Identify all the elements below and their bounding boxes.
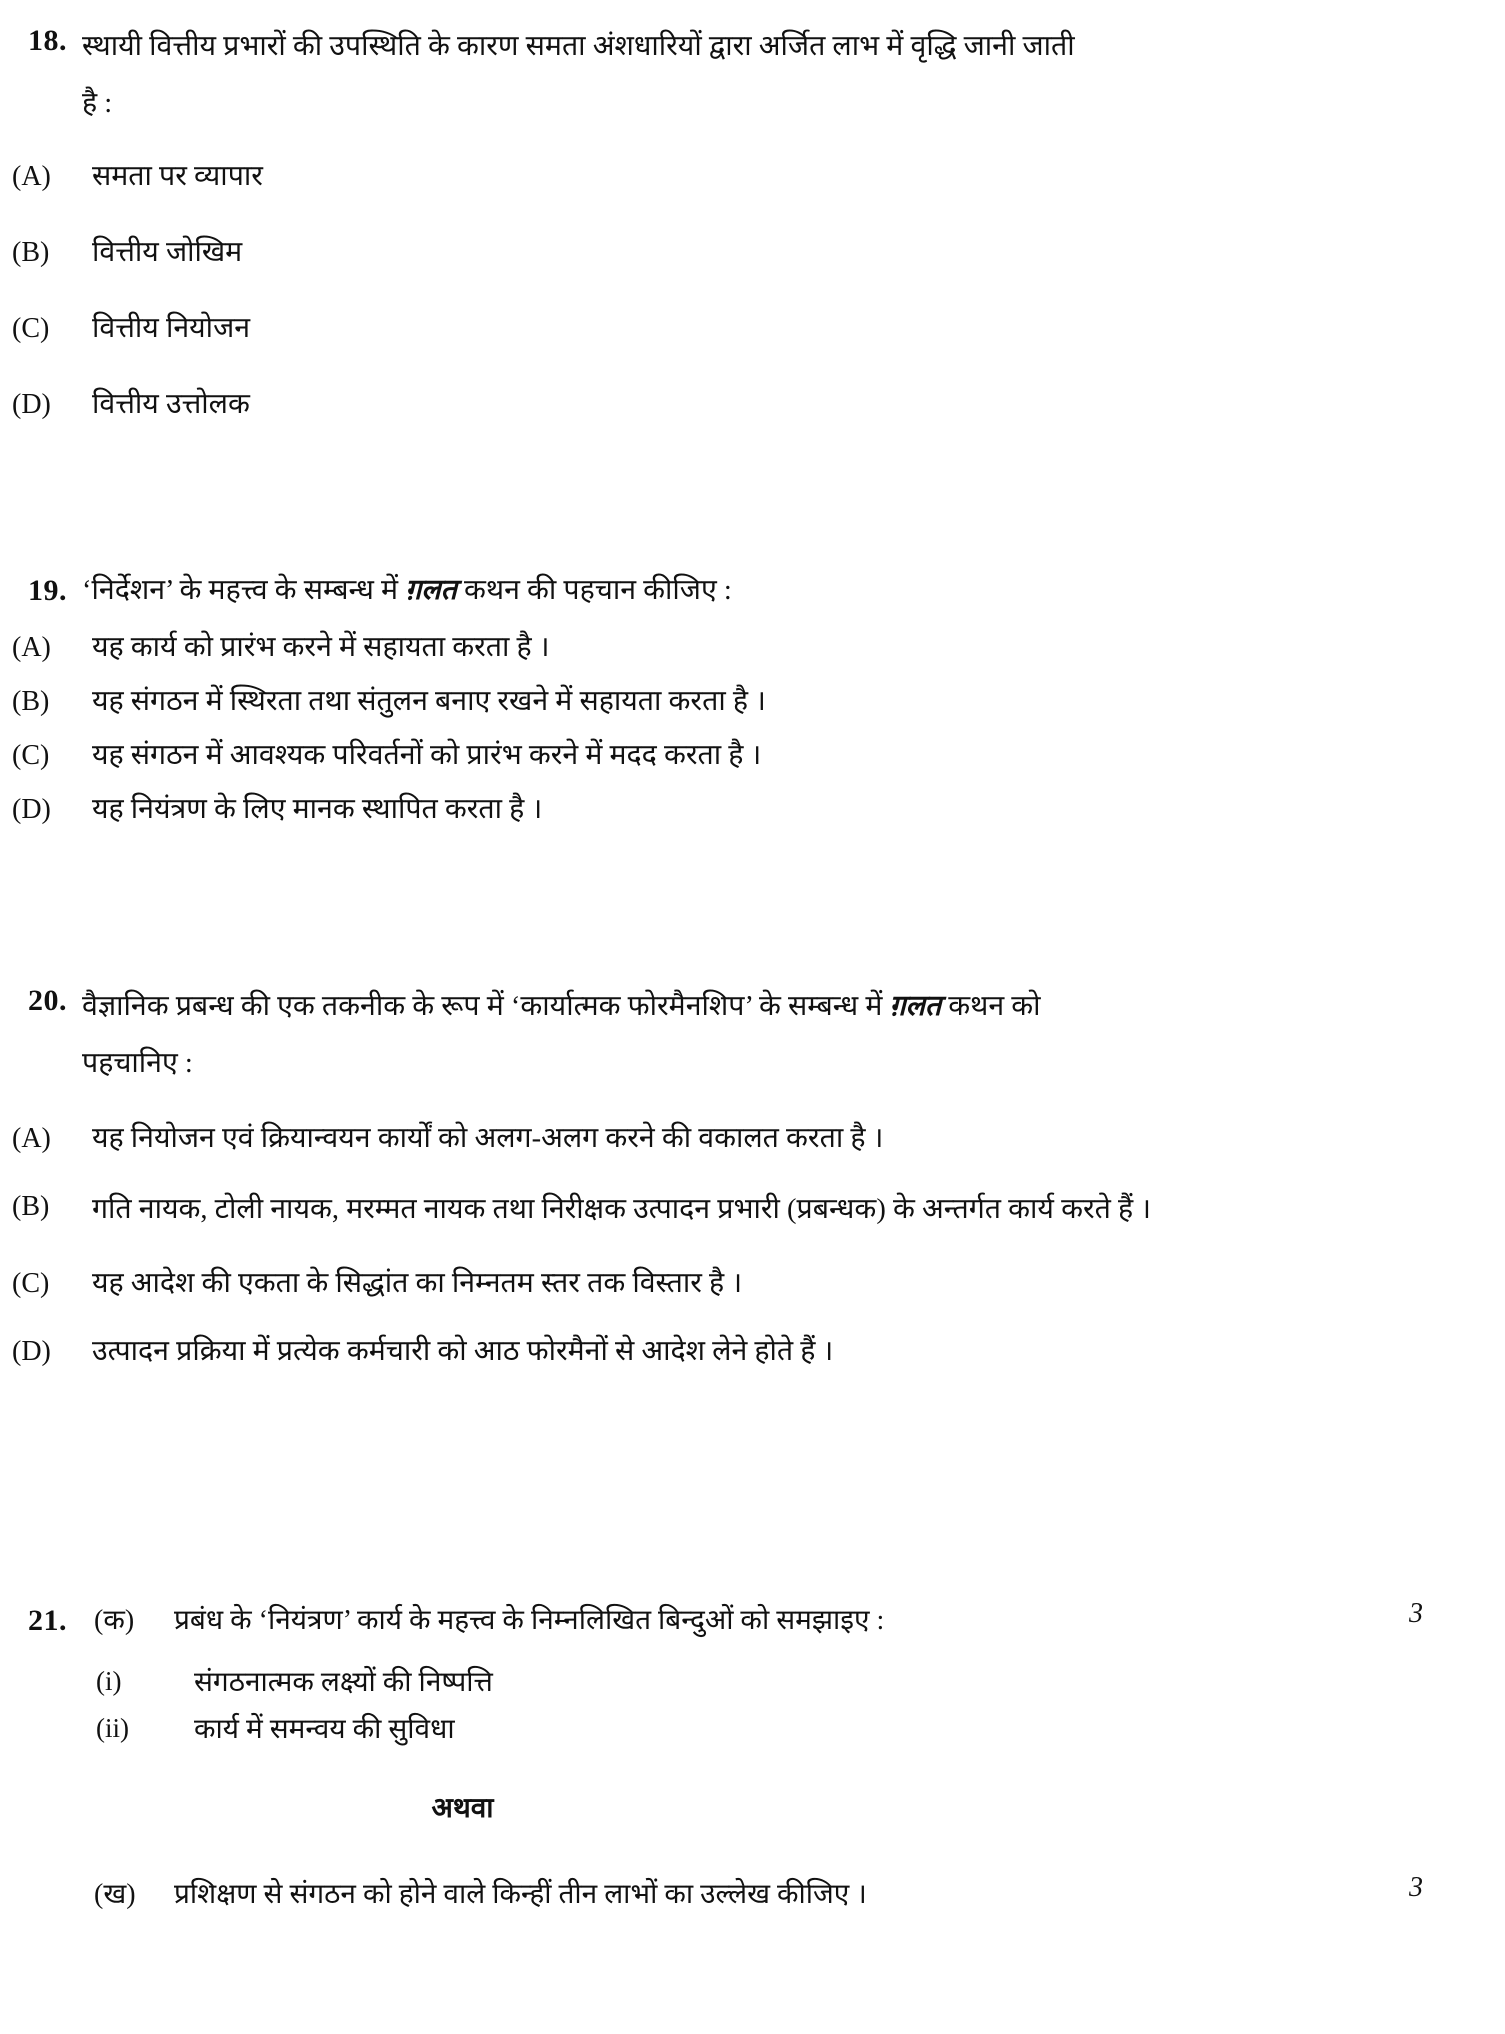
subitem-ii-label: (ii) — [96, 1713, 129, 1744]
question-20-stem-line2: पहचानिए : — [82, 1048, 193, 1079]
part-a-label: (क) — [94, 1605, 135, 1636]
option-a[interactable] — [0, 154, 1445, 200]
option-a[interactable] — [0, 625, 1445, 671]
option-b-label: (B) — [12, 237, 50, 269]
question-21-part-a-row — [0, 1598, 1445, 1645]
option-b[interactable] — [0, 1184, 1445, 1237]
subitem-i — [0, 1659, 1445, 1707]
question-18-stem-line1: स्थायी वित्तीय प्रभारों की उपस्थिति के कारण समता अंशधारियों द्वारा अर्जित लाभ में वृद्धि जानी जाती — [82, 31, 1075, 62]
subitem-ii — [0, 1706, 1445, 1754]
option-d-label: (D) — [12, 389, 51, 421]
question-20-stem — [82, 978, 1445, 1092]
question-20 — [0, 978, 1505, 1397]
option-a-text: यह कार्य को प्रारंभ करने में सहायता करता है । — [92, 631, 550, 663]
or-divider: अथवा — [431, 1792, 494, 1824]
option-d[interactable] — [0, 382, 1445, 428]
option-c-text: यह आदेश की एकता के सिद्धांत का निम्नतम स्तर तक विस्तार है । — [92, 1267, 743, 1299]
option-d-text: उत्पादन प्रक्रिया में प्रत्येक कर्मचारी को आठ फोरमैनों से आदेश लेने होते हैं । — [92, 1336, 834, 1368]
option-c-text: यह संगठन में आवश्यक परिवर्तनों को प्रारंभ करने में मदद करता है । — [92, 739, 762, 771]
option-a-label: (A) — [12, 161, 51, 192]
option-c-text: वित्तीय नियोजन — [92, 313, 251, 345]
option-b[interactable] — [0, 230, 1445, 276]
part-b-label: (ख) — [94, 1878, 136, 1910]
option-b-text: यह संगठन में स्थिरता तथा संतुलन बनाए रखने में सहायता करता है । — [92, 685, 766, 717]
question-21-number: 21. — [28, 1604, 67, 1637]
option-b-label: (B) — [12, 685, 50, 717]
question-19-stem-emphasis: ग़लत — [405, 575, 457, 606]
question-19 — [0, 568, 1505, 841]
option-b-text: गति नायक, टोली नायक, मरम्मत नायक तथा निरीक्षक उत्पादन प्रभारी (प्रबन्धक) के अन्तर्गत कार्य करते हैं । — [92, 1194, 1152, 1226]
option-c-label: (C) — [12, 739, 50, 771]
part-a-text: प्रबंध के ‘नियंत्रण’ कार्य के महत्त्व के निम्नलिखित बिन्दुओं को समझाइए : — [174, 1605, 885, 1636]
option-d-label: (D) — [12, 1336, 51, 1368]
option-b[interactable] — [0, 679, 1445, 725]
question-20-stem-post: कथन को — [941, 991, 1041, 1022]
option-c-label: (C) — [12, 1267, 50, 1299]
question-19-stem-post: कथन की पहचान कीजिए : — [456, 575, 732, 606]
part-b-text: प्रशिक्षण से संगठन को होने वाले किन्हीं तीन लाभों का उल्लेख कीजिए । — [174, 1878, 867, 1910]
question-20-number: 20. — [28, 984, 67, 1017]
part-a-marks: 3 — [1409, 1598, 1423, 1629]
option-d[interactable] — [0, 787, 1445, 833]
question-20-stem-pre: वैज्ञानिक प्रबन्ध की एक तकनीक के रूप में ‘कार्यात्मक फोरमैनशिप’ के सम्बन्ध में — [82, 991, 890, 1022]
option-a-text: समता पर व्यापार — [92, 161, 263, 192]
subitem-i-label: (i) — [96, 1665, 122, 1696]
question-19-stem-row — [0, 568, 1445, 615]
option-c[interactable] — [0, 306, 1445, 352]
option-c-label: (C) — [12, 313, 50, 345]
question-21 — [0, 1598, 1505, 1917]
option-d[interactable] — [0, 1329, 1445, 1375]
question-20-stem-emphasis: ग़लत — [889, 991, 942, 1022]
question-18-stem-line2: है : — [82, 88, 113, 119]
option-a[interactable] — [0, 1116, 1445, 1162]
option-b-label: (B) — [12, 1191, 50, 1223]
question-20-stem-row — [0, 978, 1445, 1092]
part-b-marks: 3 — [1409, 1871, 1423, 1903]
option-a-label: (A) — [12, 631, 51, 663]
question-21-part-b-row — [0, 1872, 1445, 1917]
question-18-stem-row — [0, 18, 1445, 132]
option-b-text: वित्तीय जोखिम — [92, 237, 243, 269]
option-d-text: वित्तीय उत्तोलक — [92, 389, 250, 421]
option-a-text: यह नियोजन एवं क्रियान्वयन कार्यों को अलग-अलग करने की वकालत करता है । — [92, 1123, 884, 1154]
question-18-options — [0, 154, 1445, 429]
option-d-label: (D) — [12, 793, 51, 825]
part-a-subitems — [0, 1659, 1445, 1754]
question-19-stem — [82, 568, 1445, 614]
subitem-ii-text: कार्य में समन्वय की सुविधा — [194, 1714, 455, 1746]
question-20-options — [0, 1116, 1445, 1375]
question-18 — [0, 18, 1505, 459]
option-c[interactable] — [0, 1261, 1445, 1307]
question-19-options — [0, 625, 1445, 834]
option-d-text: यह नियंत्रण के लिए मानक स्थापित करता है । — [92, 793, 543, 825]
question-19-stem-pre: ‘निर्देशन’ के महत्त्व के सम्बन्ध में — [82, 575, 406, 606]
question-18-stem — [82, 18, 1445, 132]
option-a-label: (A) — [12, 1123, 51, 1154]
option-c[interactable] — [0, 733, 1445, 779]
question-19-number: 19. — [28, 574, 67, 607]
subitem-i-text: संगठनात्मक लक्ष्यों की निष्पत्ति — [194, 1666, 493, 1698]
question-18-number: 18. — [28, 24, 67, 57]
